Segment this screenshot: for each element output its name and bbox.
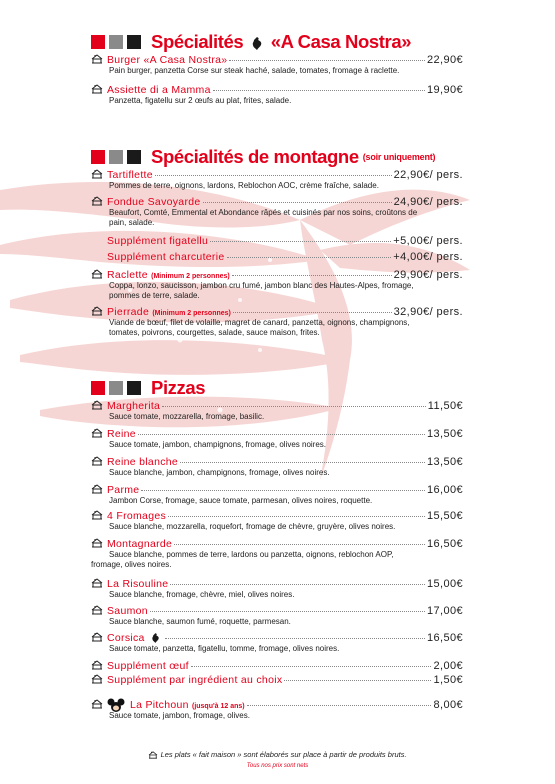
red-square [91,150,105,164]
section-title: Pizzas [151,377,206,398]
item-price: 13,50€ [426,456,463,468]
red-square [91,381,105,395]
fait-maison-icon [91,538,103,548]
fait-maison-icon [91,306,103,316]
item-description: Sauce blanche, saumon fumé, roquette, parmesan. [109,617,291,626]
dot-leader [210,241,391,242]
fait-maison-icon [148,751,158,759]
menu-item [91,427,463,450]
dot-leader [213,90,425,91]
item-description: Jambon Corse, fromage, sauce tomate, parmesan, olives noires, roquette. [109,496,373,505]
item-description [109,318,463,337]
item-name: Reine blanche [107,456,179,468]
menu-item [91,509,463,532]
item-price: 29,90€/ pers. [393,269,463,281]
item-description: Sauce tomate, jambon, champignons, fromage, olives noires. [109,440,327,449]
item-name: Fondue Savoyarde [107,196,201,208]
dot-leader [191,666,432,667]
fait-maison-icon [91,674,103,684]
dot-leader [150,611,425,612]
item-price: 32,90€/ pers. [393,306,463,318]
item-description: Sauce tomate, jambon, fromage, olives. [109,711,250,720]
item-description: Sauce blanche, fromage, chèvre, miel, olives noires. [109,590,295,599]
dot-leader [227,257,392,258]
item-price: 19,90€ [426,84,463,96]
dot-leader [247,705,432,706]
item-name: Montagnarde [107,538,173,550]
item-price: 16,50€ [426,538,463,550]
section-title: Spécialités de montagne [151,146,359,167]
item-name: Reine [107,428,136,440]
fait-maison-icon [91,196,103,206]
item-price: 11,50€ [427,400,463,412]
dot-leader [138,434,425,435]
item-price: 1,50€ [433,674,463,686]
menu-item [91,483,463,506]
item-price: 16,50€ [426,632,463,644]
item-price: 8,00€ [433,699,463,711]
item-description: Sauce tomate, mozzarella, fromage, basilic. [109,412,265,421]
item-name: Supplément par ingrédient au choix [107,674,283,686]
corsica-map-icon [151,633,160,643]
section-subtitle: (soir uniquement) [362,152,436,162]
dot-leader [229,60,425,61]
dark-square [127,381,141,395]
fait-maison-icon [91,400,103,410]
dot-leader [170,584,425,585]
item-name: Assiette di a Mamma [107,84,211,96]
item-price: 16,00€ [426,484,463,496]
fait-maison-icon [91,699,103,709]
description-line: Beaufort, Comté, Emmental et Abondance râpés et cuisinés par nos soins, croûtons de [109,208,418,217]
gray-square [109,381,123,395]
menu-item [91,698,463,721]
item-price: 13,50€ [426,428,463,440]
menu-item [91,53,463,76]
fait-maison-icon [91,484,103,494]
item-name: Pierrade (Minimum 2 personnes) [107,306,231,318]
item-name: La Risouline [107,578,169,590]
item-description [109,208,463,227]
dot-leader [168,516,425,517]
red-square [91,35,105,49]
item-name: Corsica [107,632,163,644]
fait-maison-icon [91,169,103,179]
item-description: Pain burger, panzetta Corse sur steak haché, salade, tomates, fromage à raclette. [109,66,400,75]
fait-maison-icon [91,605,103,615]
description-line: tomates, poivrons, courgettes, salade, sauce maison, frites. [109,327,320,337]
fait-maison-icon [91,578,103,588]
menu-item [91,235,463,247]
fait-maison-icon [91,54,103,64]
item-description [91,550,463,569]
dot-leader [284,680,431,681]
item-description: Sauce blanche, jambon, champignons, fromage, olives noires. [109,468,330,477]
item-description: Sauce tomate, panzetta, figatellu, tomme, fromage, olives noires. [109,644,340,653]
item-price: 22,90€/ pers. [393,169,463,181]
fait-maison-icon [91,660,103,670]
item-name: Burger «A Casa Nostra» [107,54,228,66]
footer-text: Les plats « fait maison » sont élaborés sur place à partir de produits bruts. [160,750,407,759]
item-name: Raclette (Minimum 2 personnes) [107,269,230,281]
description-line: pommes de terre, salade. [109,290,200,300]
item-name: La Pitchoun (jusqu'à 12 ans) [107,698,245,712]
section-header-casa-nostra [91,31,411,53]
section-header-montagne [91,146,435,168]
fait-maison-icon [91,510,103,520]
item-description [109,281,463,300]
dot-leader [233,312,392,313]
fait-maison-icon [91,456,103,466]
corsica-map-icon [251,37,263,50]
dot-leader [155,175,392,176]
menu-item [91,305,463,337]
dot-leader [165,638,425,639]
description-line: Viande de bœuf, filet de volaille, magret de canard, panzetta, oignons, champignons, [109,318,410,327]
section-header-pizzas [91,377,205,399]
item-name: Supplément figatellu [107,235,209,247]
menu-item [91,631,463,654]
item-description: Panzetta, figatellu sur 2 œufs au plat, frites, salade. [109,96,292,105]
item-note: (Minimum 2 personnes) [152,310,231,317]
menu-item [91,195,463,227]
dot-leader [174,544,425,545]
dot-leader [232,275,392,276]
fait-maison-icon [91,632,103,642]
menu-item [91,659,463,671]
dark-square [127,35,141,49]
description-line: fromage, olives noires. [91,559,172,569]
item-price: 17,00€ [426,605,463,617]
footer-note [0,750,555,759]
fait-maison-icon [91,428,103,438]
item-note: (jusqu'à 12 ans) [191,703,245,710]
menu-item [91,268,463,300]
dot-leader [141,490,425,491]
item-note: (Minimum 2 personnes) [151,273,230,280]
fait-maison-icon [91,269,103,279]
menu-item [91,83,463,106]
menu-item [91,399,463,422]
item-price: +5,00€/ pers. [393,235,463,247]
description-line: pain, salade. [109,217,155,227]
item-description: Sauce blanche, mozzarella, roquefort, fromage de chèvre, gruyère, olives noires. [109,522,396,531]
menu-item [91,455,463,478]
description-line: Coppa, lonzo, saucisson, jambon cru fumé, jambon blanc des Hautes-Alpes, fromage, [109,281,414,290]
menu-item [91,537,463,569]
dot-leader [162,406,426,407]
gray-square [109,35,123,49]
menu-item [91,168,463,191]
item-name: Saumon [107,605,148,617]
dot-leader [203,202,392,203]
gray-square [109,150,123,164]
item-price: 15,00€ [426,578,463,590]
menu-item [91,577,463,600]
menu-item [91,673,463,685]
section-title: Spécialités «A Casa Nostra» [151,31,412,52]
item-name: Supplément œuf [107,660,189,672]
item-name: 4 Fromages [107,510,167,522]
item-name: Parme [107,484,140,496]
menu-item [91,604,463,627]
item-price: +4,00€/ pers. [393,251,463,263]
item-name: Supplément charcuterie [107,251,225,263]
item-price: 24,90€/ pers. [393,196,463,208]
dot-leader [180,462,425,463]
item-name: Tartiflette [107,169,153,181]
fait-maison-icon [91,84,103,94]
item-price: 22,90€ [426,54,463,66]
footer-prices-note: Tous nos prix sont nets [246,763,309,769]
description-line: Sauce blanche, pommes de terre, lardons ou panzetta, oignons, reblochon AOP, [109,550,394,559]
item-price: 15,50€ [426,510,463,522]
item-price: 2,00€ [433,660,463,672]
item-description: Pommes de terre, oignons, lardons, Reblochon AOC, crème fraîche, salade. [109,181,379,190]
menu-item [91,251,463,263]
item-name: Margherita [107,400,161,412]
dark-square [127,150,141,164]
